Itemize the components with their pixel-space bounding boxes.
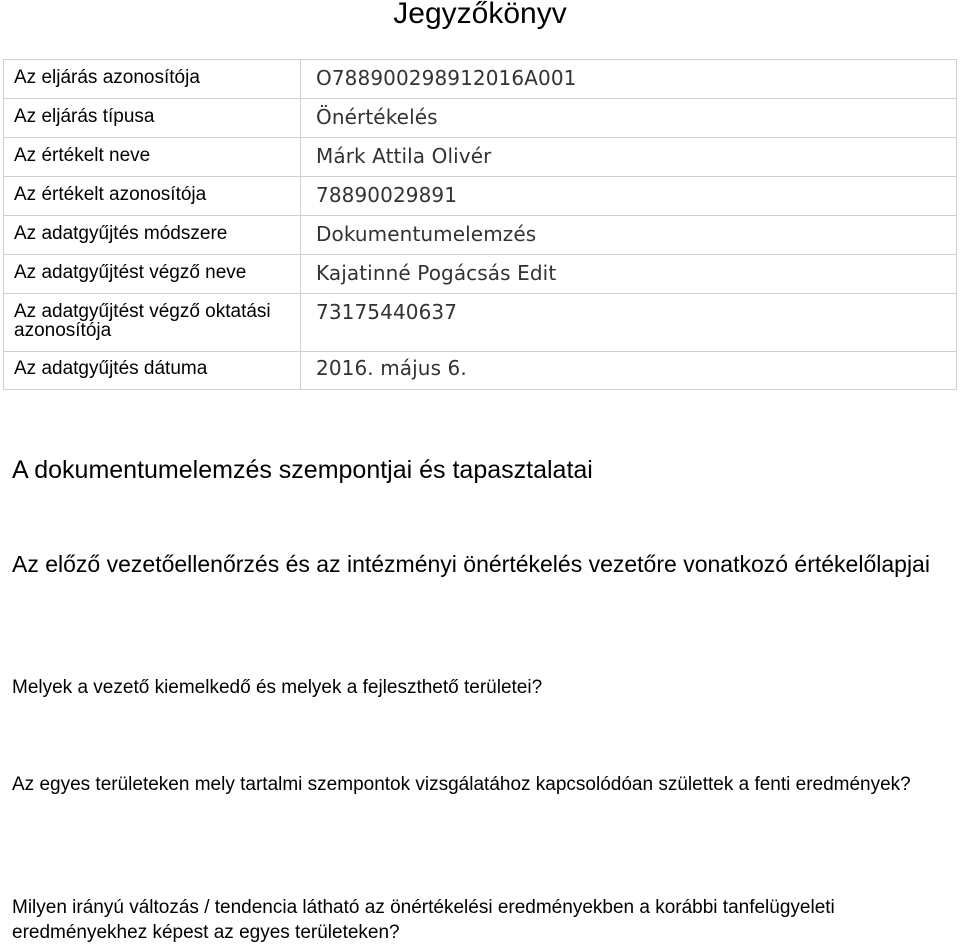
section-title: A dokumentumelemzés szempontjai és tapasztalatai xyxy=(12,456,593,484)
row-label: Az adatgyűjtést végző oktatási azonosítója xyxy=(4,294,301,352)
table-row xyxy=(4,352,957,390)
row-label: Az értékelt neve xyxy=(4,138,301,177)
table-row xyxy=(4,216,957,255)
row-label: Az adatgyűjtés dátuma xyxy=(4,352,301,390)
table-row xyxy=(4,138,957,177)
question-1: Melyek a vezető kiemelkedő és melyek a fejleszthető területei? xyxy=(12,677,543,698)
row-value: Dokumentumelemzés xyxy=(301,216,957,255)
row-value: 73175440637 xyxy=(301,294,957,352)
document-title: Jegyzőkönyv xyxy=(393,0,567,30)
row-value: 2016. május 6. xyxy=(301,352,957,390)
table-row xyxy=(4,294,957,352)
row-value: Márk Attila Olivér xyxy=(301,138,957,177)
question-3: Milyen irányú változás / tendencia látható az önértékelési eredményekben a korábbi tanfelügyeleti eredményekhez képest az egyes területeken? xyxy=(12,897,835,943)
question-2: Az egyes területeken mely tartalmi szempontok vizsgálatához kapcsolódóan születtek a fenti eredmények? xyxy=(12,774,911,795)
row-value: 78890029891 xyxy=(301,177,957,216)
section-subtitle: Az előző vezetőellenőrzés és az intézményi önértékelés vezetőre vonatkozó értékelőlapjai xyxy=(12,551,930,577)
row-label: Az adatgyűjtés módszere xyxy=(4,216,301,255)
row-label: Az adatgyűjtést végző neve xyxy=(4,255,301,294)
procedure-info-table xyxy=(3,59,957,390)
row-label: Az eljárás típusa xyxy=(4,99,301,138)
table-row xyxy=(4,99,957,138)
table-row xyxy=(4,177,957,216)
table-row xyxy=(4,60,957,99)
row-value: O788900298912016A001 xyxy=(301,60,957,99)
row-label: Az értékelt azonosítója xyxy=(4,177,301,216)
row-value: Kajatinné Pogácsás Edit xyxy=(301,255,957,294)
row-value: Önértékelés xyxy=(301,99,957,138)
row-label: Az eljárás azonosítója xyxy=(4,60,301,99)
table-row xyxy=(4,255,957,294)
